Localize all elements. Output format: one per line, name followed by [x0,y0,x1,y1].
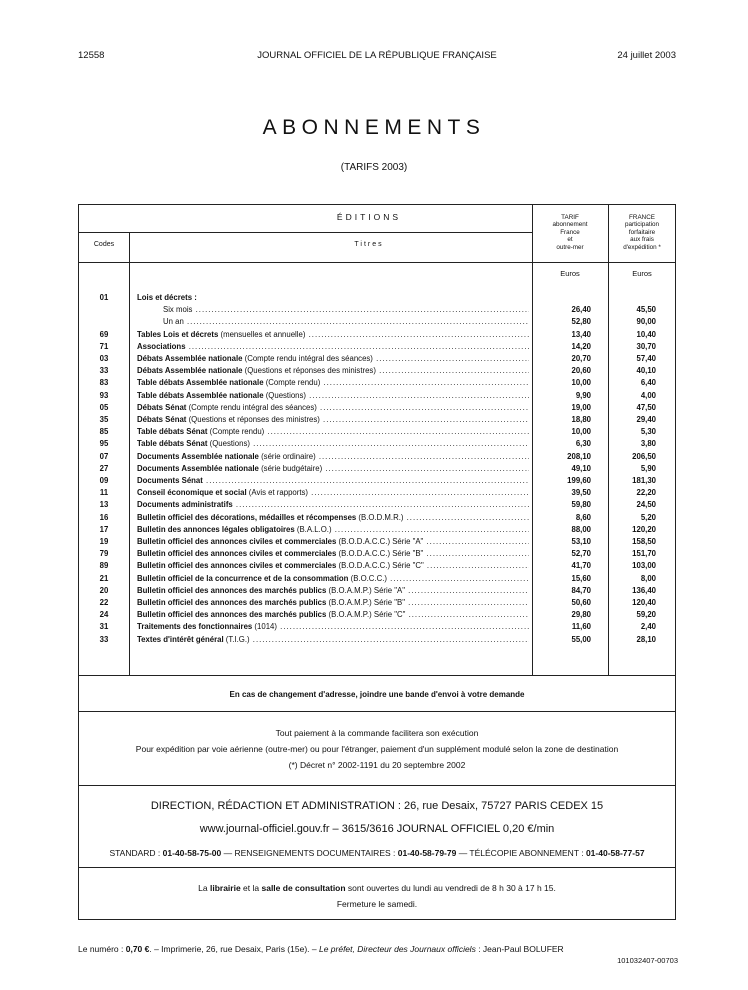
row-title: Traitements des fonctionnaires (1014) ..... [137,621,529,633]
row-code: 05 [99,402,109,412]
row-title: Documents Sénat ..... [137,475,529,487]
table-row [79,585,677,597]
row-france: 40,10 [636,366,656,376]
table-row [79,365,677,377]
row-title: Table débats Assemblée nationale (Questions) ..... [137,390,529,402]
header-divider-1 [79,232,532,233]
table-row [79,536,677,548]
row-france: 57,40 [636,354,656,363]
row-tarif: 10,00 [571,427,591,437]
row-code: 17 [99,524,109,534]
row-tarif: 199,60 [567,476,591,485]
footer-line: Le numéro : 0,70 €. – Imprimerie, 26, rue Desaix, Paris (15e). – Le préfet, Directeur des Journaux officiels : Jean-Paul BOLUFER [78,944,564,954]
row-tarif: 208,10 [567,451,591,461]
table-row [79,524,677,536]
row-title: Six mois ..... [163,304,529,316]
row-tarif: 10,00 [571,378,591,388]
row-title: Bulletin officiel des annonces des marchés publics (B.O.A.M.P.) Série "C" ..... [137,609,529,621]
row-tarif: 59,80 [571,500,591,510]
row-title: Lois et décrets : [137,293,197,302]
row-france: 5,20 [640,512,656,522]
direction-bottom-line [79,867,675,868]
issue-price: 0,70 € [125,944,150,954]
row-code: 33 [99,634,109,644]
row-france: 10,40 [636,329,656,339]
row-tarif: 29,80 [571,610,591,620]
row-title: Bulletin officiel des annonces civiles et commerciales (B.O.D.A.C.C.) Série "C" ..... [137,560,529,572]
row-france: 47,50 [636,402,656,412]
row-title: Documents administratifs ..... [137,499,529,511]
codes-header: Codes [93,241,115,248]
telecopie-number: 01-40-58-77-57 [585,848,645,858]
page-subtitle: (TARIFS 2003) [340,162,408,173]
renseignements-number: 01-40-58-79-79 [397,848,457,858]
row-title: Bulletin officiel des annonces des marchés publics (B.O.A.M.P.) Série "A" ..... [137,585,529,597]
payment-info [79,725,675,773]
tarif-header: TARIF abonnement France et outre-mer [552,214,588,251]
row-france: 6,40 [640,378,656,388]
row-title: Table débats Sénat (Questions) ..... [137,438,529,450]
payment-line-1: Tout paiement à la commande facilitera son exécution [275,728,479,738]
row-france: 2,40 [640,622,656,632]
table-row [79,377,677,389]
row-tarif: 13,40 [571,329,591,339]
note-bottom-line [79,711,675,712]
row-tarif: 50,60 [571,598,591,607]
page-number: 12558 [78,50,105,61]
row-france: 103,00 [632,561,656,571]
row-tarif: 55,00 [571,634,591,644]
row-code: 16 [99,512,109,522]
direction-website: www.journal-officiel.gouv.fr – 3615/3616 JOURNAL OFFICIEL 0,20 €/min [199,823,555,835]
librairie-info: La librairie et la salle de consultation sont ouvertes du lundi au vendredi de 8 h 30 à 17 h 15. Fermeture le samedi. [79,880,675,912]
table-row [79,426,677,438]
row-title: Conseil économique et social (Avis et rapports) ..... [137,487,529,499]
table-row [79,438,677,450]
row-title: Bulletin des annonces légales obligatoires (B.A.L.O.) ..... [137,524,529,536]
row-title: Bulletin officiel des annonces des marchés publics (B.O.A.M.P.) Série "B" ..... [137,597,529,609]
row-code: 69 [99,329,109,339]
row-code: 24 [99,610,109,620]
row-title: Tables Lois et décrets (mensuelles et annuelle) ..... [137,329,529,341]
row-france: 22,20 [636,488,656,498]
table-row [79,634,677,646]
row-code: 33 [99,366,109,376]
row-title: Table débats Sénat (Compte rendu) ..... [137,426,529,438]
row-title: Documents Assemblée nationale (série ordinaire) ..... [137,451,529,463]
row-tarif: 18,80 [571,415,591,424]
row-code: 35 [99,415,109,424]
row-title: Bulletin officiel des annonces civiles et commerciales (B.O.D.A.C.C.) Série "B" ..... [137,548,529,560]
row-title: Débats Assemblée nationale (Compte rendu intégral des séances) ..... [137,353,529,365]
row-code: 20 [99,585,109,595]
row-france: 4,00 [640,390,656,400]
tariff-box [78,204,676,920]
table-row [79,414,677,426]
row-code: 21 [99,573,109,583]
table-row [79,451,677,463]
table-row [79,597,677,609]
table-row [79,353,677,365]
row-code: 71 [99,341,109,351]
table-row [79,487,677,499]
row-france: 30,70 [636,341,656,351]
row-tarif: 49,10 [571,463,591,473]
row-tarif: 9,90 [575,390,591,400]
row-france: 120,40 [632,598,656,607]
row-code: 31 [99,622,109,632]
row-tarif: 20,60 [571,366,591,376]
payment-line-2: Pour expédition par voie aérienne (outre-mer) ou pour l'étranger, paiement d'un supplément modulé selon la zone de destination [135,744,619,754]
row-france: 158,50 [632,537,656,546]
row-france: 28,10 [636,634,656,644]
row-code: 85 [99,427,109,437]
row-title: Table débats Assemblée nationale (Compte rendu) ..... [137,377,529,389]
france-unit: Euros [632,269,652,278]
titres-header: Titres [354,241,384,248]
table-row [79,390,677,402]
table-row [79,475,677,487]
row-france: 120,20 [632,524,656,534]
row-title: Bulletin officiel des décorations, médailles et récompenses (B.O.D.M.R.) ..... [137,512,529,524]
row-france: 3,80 [640,439,656,449]
standard-number: 01-40-58-75-00 [162,848,222,858]
row-code: 22 [99,598,109,607]
table-row [79,548,677,560]
row-code: 09 [99,476,109,485]
row-france: 90,00 [636,317,656,327]
table-row [79,402,677,414]
row-code: 27 [99,463,109,473]
row-france: 59,20 [636,610,656,620]
row-code: 83 [99,378,109,388]
row-tarif: 53,10 [571,537,591,546]
row-code: 93 [99,390,109,400]
row-title: Textes d'intérêt général (T.I.G.) ..... [137,634,529,646]
payment-footnote: (*) Décret n° 2002-1191 du 20 septembre 2002 [288,760,466,770]
table-bottom-line [79,675,675,676]
row-france: 151,70 [632,549,656,559]
direction-address: DIRECTION, RÉDACTION ET ADMINISTRATION : 26, rue Desaix, 75727 PARIS CEDEX 15 [150,800,604,812]
table-row [79,341,677,353]
row-france: 136,40 [632,585,656,595]
row-tarif: 52,70 [571,549,591,559]
table-row [79,499,677,511]
row-title: Documents Assemblée nationale (série budgétaire) ..... [137,463,529,475]
fermeture-note: Fermeture le samedi. [336,899,418,909]
row-title: Associations ..... [137,341,529,353]
tarif-unit: Euros [560,269,580,278]
row-code: 11 [99,488,109,498]
row-tarif: 84,70 [571,585,591,595]
row-tarif: 19,00 [571,402,591,412]
row-tarif: 26,40 [571,305,591,315]
row-france: 5,90 [640,463,656,473]
row-title: Bulletin officiel de la concurrence et de la consommation (B.O.C.C.) ..... [137,573,529,585]
row-code: 89 [99,561,109,571]
table-row [79,609,677,621]
row-tarif: 88,00 [571,524,591,534]
row-title: Bulletin officiel des annonces civiles et commerciales (B.O.D.A.C.C.) Série "A" ..... [137,536,529,548]
row-code: 13 [99,500,109,510]
payment-bottom-line [79,785,675,786]
header-divider-2 [79,262,675,263]
row-tarif: 20,70 [571,354,591,363]
table-row [79,316,677,328]
journal-title: JOURNAL OFFICIEL DE LA RÉPUBLIQUE FRANÇAISE [257,50,497,61]
row-tarif: 11,60 [571,622,591,632]
row-tarif: 14,20 [571,341,591,351]
address-note: En cas de changement d'adresse, joindre une bande d'envoi à votre demande [229,690,525,699]
row-tarif: 15,60 [571,573,591,583]
row-france: 24,50 [636,500,656,510]
page-header [78,48,676,64]
row-france: 206,50 [632,451,656,461]
row-code: 01 [99,293,109,302]
reference-number: 101032407-00703 [617,956,678,965]
row-title: Débats Sénat (Questions et réponses des ministres) ..... [137,414,529,426]
table-row [79,560,677,572]
row-title: Débats Sénat (Compte rendu intégral des séances) ..... [137,402,529,414]
table-row [79,292,677,304]
row-code: 03 [99,354,109,363]
table-row [79,329,677,341]
page-title: ABONNEMENTS [262,116,486,139]
row-title: Un an ..... [163,316,529,328]
row-code: 19 [99,537,109,546]
direction-phones: STANDARD : 01-40-58-75-00 — RENSEIGNEMENTS DOCUMENTAIRES : 01-40-58-79-79 — TÉLÉCOPIE ABONNEMENT : 01-40-58-77-57 [109,848,645,858]
table-row [79,573,677,585]
row-title: Débats Assemblée nationale (Questions et réponses des ministres) ..... [137,365,529,377]
france-header: FRANCE participation forfaitaire aux frais d'expédition * [623,214,661,251]
row-france: 29,40 [636,415,656,424]
editions-header: ÉDITIONS [336,212,402,222]
table-row [79,512,677,524]
row-tarif: 39,50 [571,488,591,498]
row-code: 07 [99,451,109,461]
table-row [79,463,677,475]
row-tarif: 52,80 [571,317,591,327]
table-row [79,621,677,633]
row-france: 181,30 [632,476,656,485]
row-tarif: 8,60 [575,512,591,522]
table-row [79,304,677,316]
row-code: 95 [99,439,109,449]
row-code: 79 [99,549,109,559]
row-france: 8,00 [640,573,656,583]
row-tarif: 6,30 [575,439,591,449]
row-france: 5,30 [640,427,656,437]
row-france: 45,50 [636,305,656,315]
issue-date: 24 juillet 2003 [617,50,676,61]
row-tarif: 41,70 [571,561,591,571]
